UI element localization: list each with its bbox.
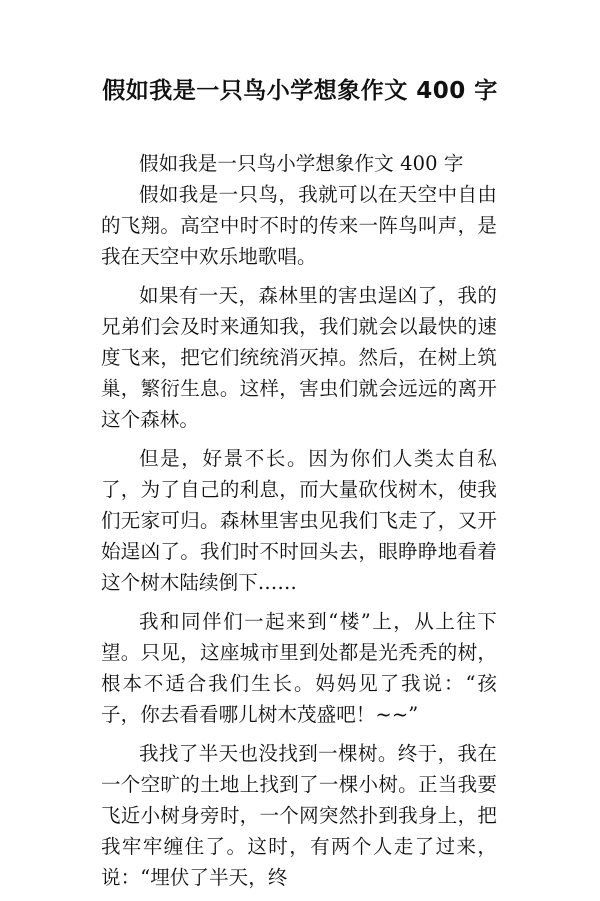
paragraph-2: 如果有一天，森林里的害虫逞凶了，我的兄弟们会及时来通知我，我们就会以最快的速度飞来，把它们统统消灭掉。然后，在树上筑巢，繁衍生息。这样，害虫们就会远远的离开这个森林。 [101,284,497,431]
document-body [101,148,497,901]
paragraph-1: 假如我是一只鸟，我就可以在天空中自由的飞翔。高空中时不时的传来一阵鸟叫声，是我在天空中欢乐地歌唱。 [101,183,497,268]
paragraph-5: 我找了半天也没找到一棵树。终于，我在一个空旷的土地上找到了一棵小树。正当我要飞近小树身旁时，一个网突然扑到我身上，把我牢牢缠住了。这时，有两个人走了过来，说：“埋伏了半天，终 [101,742,497,889]
paragraph-3: 但是，好景不长。因为你们人类太自私了，为了自己的利息，而大量砍伐树木，使我们无家可归。森林里害虫见我们飞走了，又开始逞凶了。我们时不时回头去，眼睁睁地看着这个树木陆续倒下…… [101,447,497,594]
paragraph-4: 我和同伴们一起来到“楼”上，从上往下望。只见，这座城市里到处都是光秃秃的树，根本不适合我们生长。妈妈见了我说：“孩子，你去看看哪儿树木茂盛吧！~~” [101,610,497,726]
paragraph-subtitle: 假如我是一只鸟小学想象作文 400 字 [139,152,464,175]
document-title: 假如我是一只鸟小学想象作文 400 字 [102,78,498,104]
